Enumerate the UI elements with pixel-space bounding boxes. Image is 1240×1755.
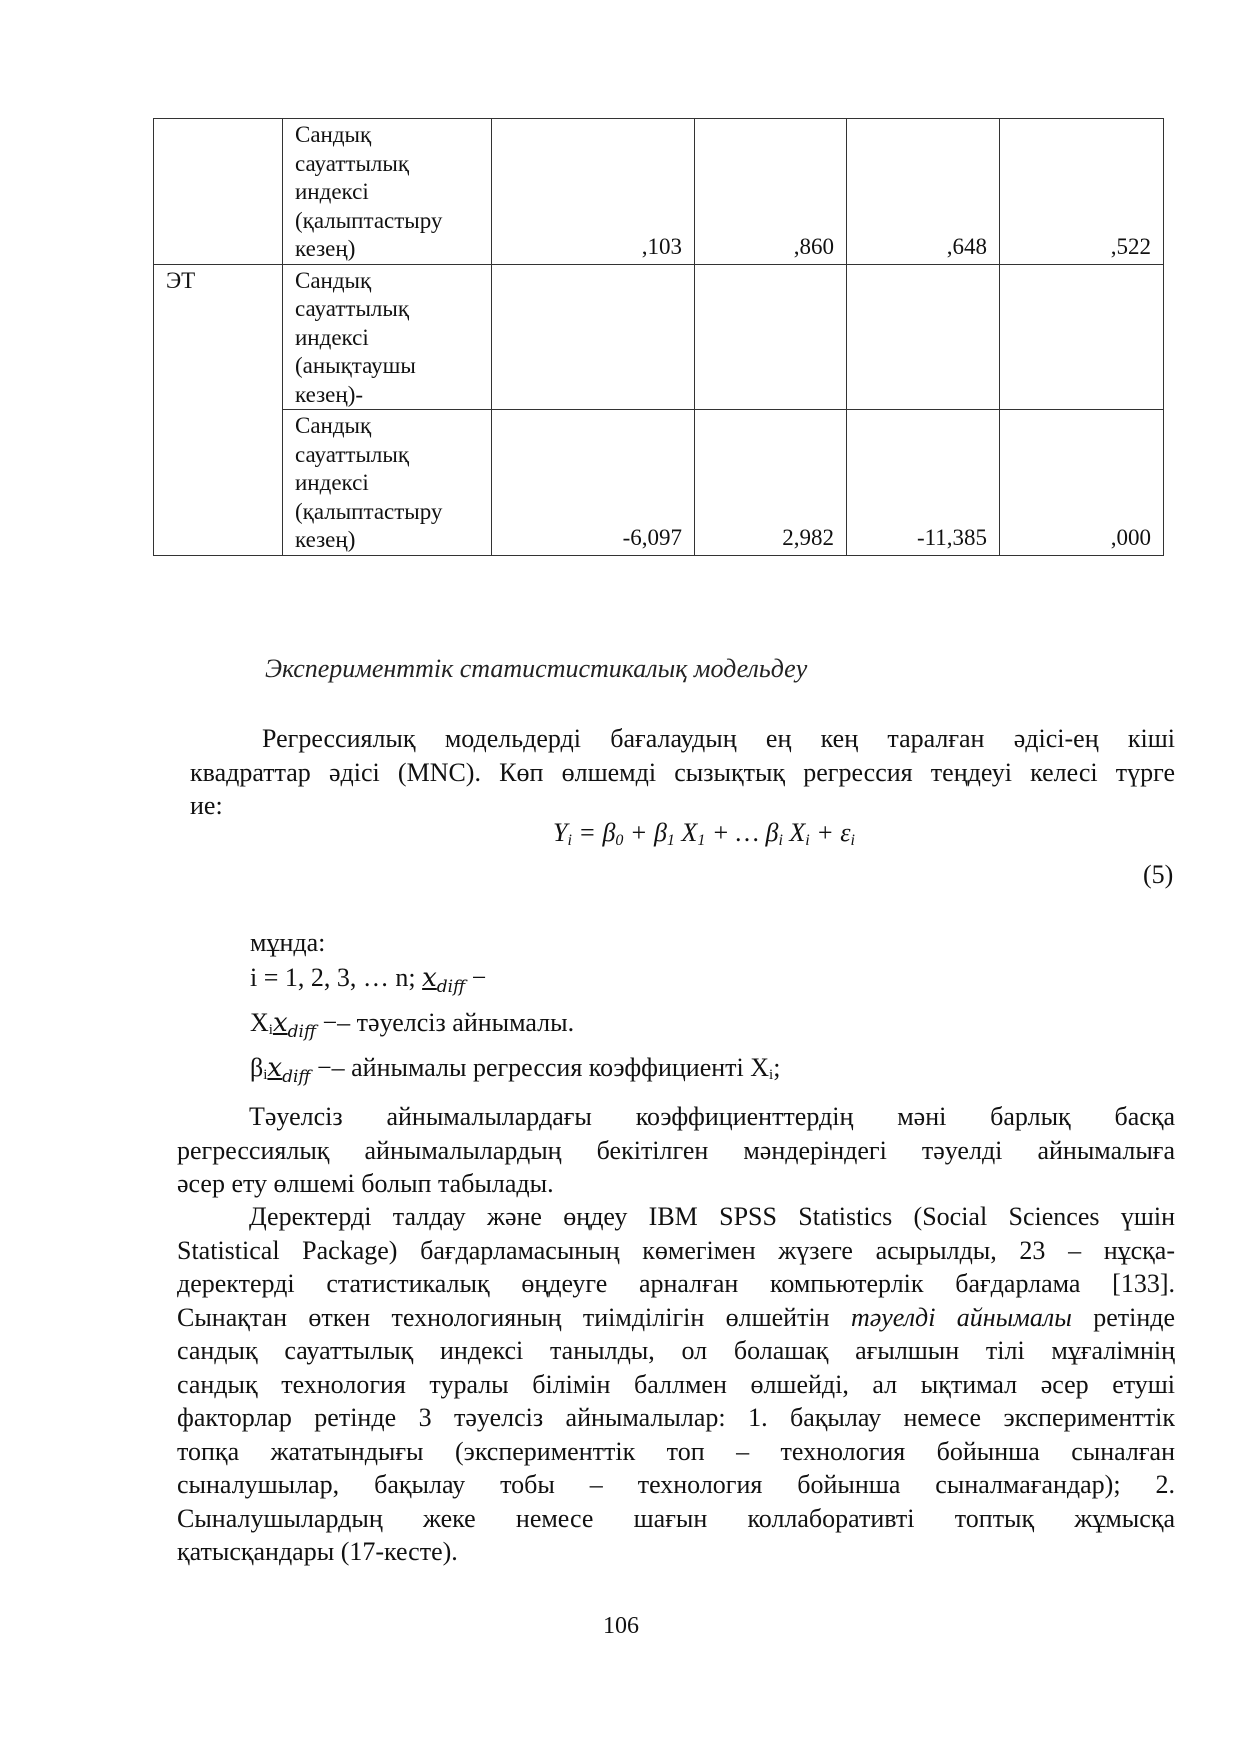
table-row — [154, 119, 1164, 265]
page-number: 106 — [603, 1613, 639, 1639]
label-line: индексі — [295, 179, 369, 204]
value-cell — [847, 264, 1000, 410]
paragraph-line: регрессиялық айнымалылардың бекітілген мәндеріндегі тәуелді айнымалыға — [177, 1135, 1175, 1165]
label-line: Сандық — [295, 122, 372, 147]
paragraph-line: сандық сауаттылық индексі танылды, ол болашақ ағылшын тілі мұғалімнің — [177, 1336, 1175, 1365]
value-cell: ,103 — [492, 119, 695, 265]
label-line: индексі — [295, 470, 369, 495]
label-line: Сандық — [295, 413, 372, 438]
equation-number: (5) — [1143, 860, 1174, 889]
paragraph-line: сыналушылар, бақылау тобы – технология бойынша сыналмағандар); 2. — [177, 1470, 1175, 1499]
value-cell: ,000 — [1000, 410, 1164, 556]
paragraph-line: топқа жататындығы (эксперименттік топ – технология бойынша сыналған — [177, 1436, 1175, 1466]
definition-line-i: i = 1, 2, 3, … n; $x_{diff}$ − — [250, 963, 487, 997]
paragraph-line: факторлар ретінде 3 тәуелсіз айнымалылар: 1. бақылау немесе эксперименттік — [177, 1403, 1175, 1432]
paragraph-line: қатысқандары (17-кесте). — [177, 1537, 458, 1566]
variable-label-cell — [283, 119, 492, 265]
definition-line-x: $X_ix_{diff}$ −– тәуелсіз айнымалы. — [250, 1008, 575, 1042]
regression-formula: $Y_i = \beta_0 + \beta_1$ $X_1$ + … $\beta_i$ $X_i + \varepsilon_i$ — [553, 818, 855, 849]
where-title: мұнда: — [250, 928, 326, 957]
paragraph-line: сандық технология туралы білімін баллмен өлшейді, ал ықтимал әсер етуші — [177, 1369, 1175, 1399]
paragraph-line: әсер ету өлшемі болып табылады. — [177, 1169, 554, 1198]
label-line: (қалыптастыру — [295, 498, 443, 524]
value-cell: ,648 — [847, 119, 1000, 265]
section-heading: Эксперименттік статистистикалық модельдеу — [265, 654, 808, 683]
paragraph-line: Сынақтан өткен технологияның тиімділігін өлшейтін тәуелді айнымалы ретінде — [177, 1302, 1176, 1332]
label-line: кезең) — [295, 527, 356, 552]
variable-label-cell — [283, 264, 492, 410]
label-line: кезең)- — [295, 381, 364, 407]
value-cell: 2,982 — [695, 410, 847, 556]
paragraph-line: деректерді статистикалық өңдеуге арналған компьютерлік бағдарлама [133]. — [177, 1269, 1175, 1298]
value-cell: ,860 — [695, 119, 847, 265]
paragraph-2 — [177, 1100, 1175, 1201]
label-line: (қалыптастыру — [295, 207, 443, 233]
value-cell — [695, 264, 847, 410]
value-cell: -11,385 — [847, 410, 1000, 556]
label-line: сауаттылық — [295, 441, 410, 467]
paragraph-line: Тәуелсіз айнымалылардағы коэффициенттердің мәні барлық басқа — [249, 1102, 1175, 1131]
variable-definitions — [250, 925, 780, 1095]
label-line: индексі — [295, 324, 369, 350]
label-line: Сандық — [295, 267, 372, 293]
variable-label-cell — [283, 410, 492, 556]
group-cell — [154, 119, 283, 265]
paragraph-line: ие: — [190, 791, 223, 820]
paragraph-line: Деректерді талдау және өңдеу IBM SPSS Statistics (Social Sciences үшін — [249, 1202, 1175, 1231]
intro-paragraph — [190, 722, 1175, 823]
label-line: кезең) — [295, 236, 356, 261]
definition-line-beta: $\beta_ix_{diff}$ −– айнымалы регрессия коэффициенті $X_i$; — [250, 1053, 781, 1087]
label-line: сауаттылық — [295, 150, 410, 176]
label-line: (анықтаушы — [295, 353, 416, 378]
regression-coefficients-table — [153, 118, 1164, 556]
value-cell — [492, 264, 695, 410]
value-cell — [1000, 264, 1164, 410]
table-row — [154, 264, 1164, 410]
table-row — [154, 410, 1164, 556]
paragraph-line: Сыналушылардың жеке немесе шағын коллаборативті топтық жұмысқа — [177, 1503, 1175, 1533]
paragraph-line: квадраттар әдісі (MNC). Көп өлшемді сызықтық регрессия теңдеуі келесі түрге — [190, 757, 1175, 787]
group-cell: ЭТ — [154, 264, 283, 555]
label-line: сауаттылық — [295, 296, 410, 321]
value-cell: ,522 — [1000, 119, 1164, 265]
value-cell: -6,097 — [492, 410, 695, 556]
paragraph-line: Регрессиялық модельдерді бағалаудың ең кең таралған әдісі-ең кіші — [262, 724, 1175, 753]
paragraph-3 — [177, 1200, 1175, 1569]
paragraph-line: Statistical Package) бағдарламасының көмегімен жүзеге асырылды, 23 – нұсқа- — [177, 1235, 1175, 1265]
